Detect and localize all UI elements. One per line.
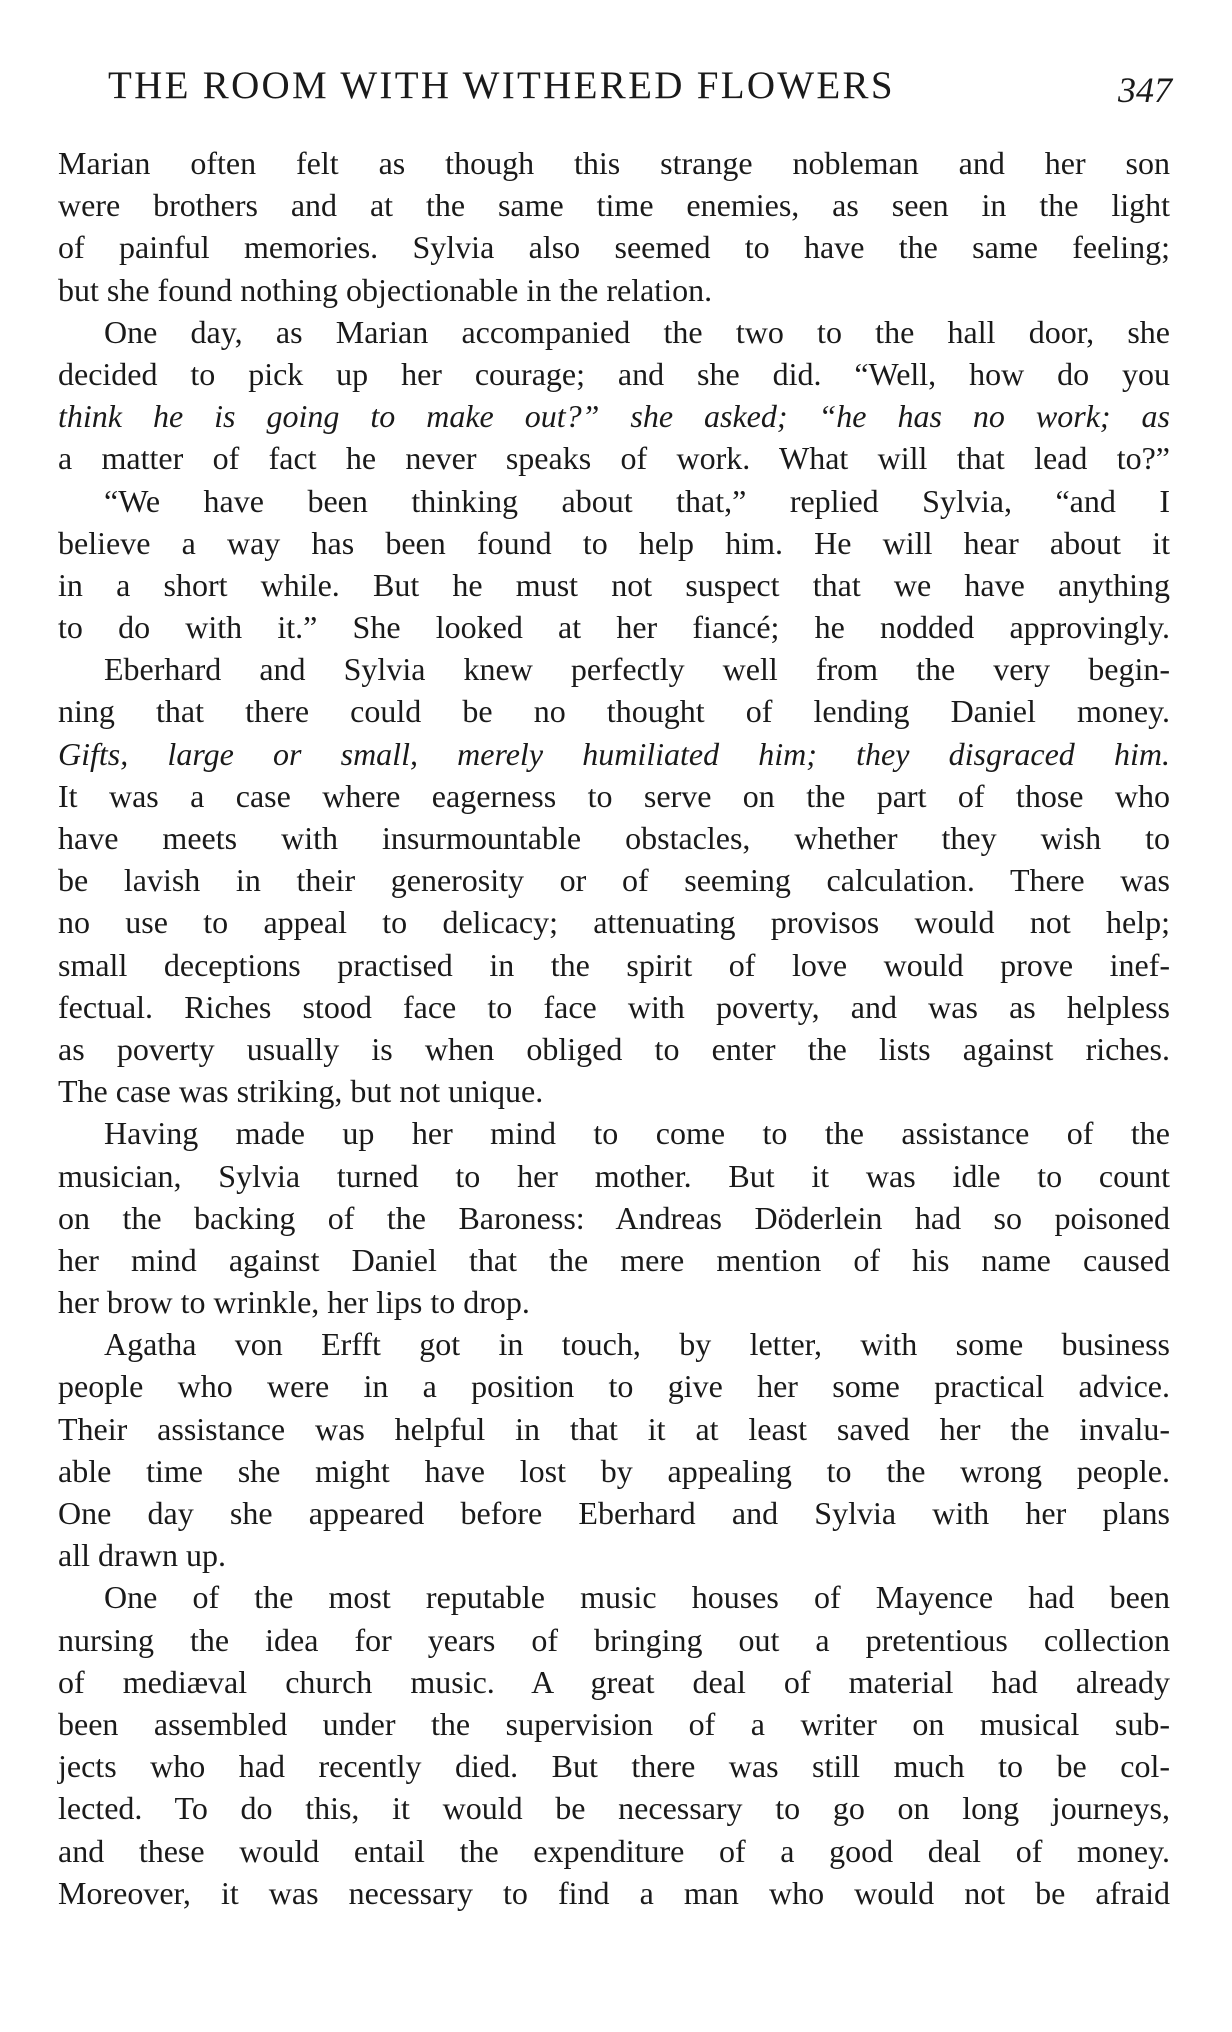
- text-line: of mediæval church music. A great deal of material had already: [58, 1663, 1170, 1700]
- text-line: fectual. Riches stood face to face with poverty, and was as helpless: [58, 988, 1170, 1025]
- text-line: on the backing of the Baroness: Andreas Döderlein had so poisoned: [58, 1199, 1170, 1236]
- text-line: her mind against Daniel that the mere mention of his name caused: [58, 1241, 1170, 1278]
- text-line: Eberhard and Sylvia knew perfectly well from the very begin-: [104, 651, 1170, 688]
- text-line: One day she appeared before Eberhard and Sylvia with her plans: [58, 1495, 1170, 1531]
- text-line: to do with it.” She looked at her fiancé; he nodded approvingly.: [58, 609, 1170, 646]
- text-line: One of the most reputable music houses of Mayence had been: [104, 1579, 1170, 1616]
- text-line: “We have been thinking about that,” replied Sylvia, “and I: [104, 482, 1170, 519]
- body-text: [58, 142, 1170, 1914]
- text-line: believe a way has been found to help him. He will hear about it: [58, 524, 1170, 561]
- text-line: but she found nothing objectionable in the relation.: [58, 271, 713, 308]
- running-head: [58, 58, 1170, 114]
- text-line: a matter of fact he never speaks of work. What will that lead to?”: [58, 440, 1170, 477]
- text-line: have meets with insurmountable obstacles, whether they wish to: [58, 820, 1170, 856]
- text-line: ning that there could be no thought of lending Daniel money.: [58, 693, 1170, 730]
- running-title: THE ROOM WITH WITHERED FLOWERS: [108, 64, 895, 107]
- text-line: her brow to wrinkle, her lips to drop.: [58, 1284, 530, 1321]
- text-line: Having made up her mind to come to the assistance of the: [104, 1115, 1170, 1152]
- text-line: think he is going to make out?” she asked; “he has no work; as: [58, 398, 1170, 435]
- text-line: Agatha von Erfft got in touch, by letter, with some business: [104, 1326, 1170, 1363]
- text-line: Their assistance was helpful in that it at least saved her the invalu-: [58, 1410, 1170, 1447]
- text-line: were brothers and at the same time enemies, as seen in the light: [58, 187, 1170, 224]
- text-line: and these would entail the expenditure of a good deal of money.: [58, 1832, 1170, 1869]
- text-line: able time she might have lost by appealing to the wrong people.: [58, 1452, 1170, 1489]
- text-line: of painful memories. Sylvia also seemed to have the same feeling;: [58, 229, 1170, 266]
- book-page: [58, 58, 1172, 1911]
- text-line: It was a case where eagerness to serve on the part of those who: [58, 777, 1170, 814]
- text-line: in a short while. But he must not suspect that we have anything: [58, 566, 1170, 603]
- text-line: as poverty usually is when obliged to enter the lists against riches.: [58, 1030, 1170, 1067]
- text-line: no use to appeal to delicacy; attenuating provisos would not help;: [58, 904, 1170, 941]
- text-line: The case was striking, but not unique.: [58, 1073, 544, 1110]
- page-number: 347: [1118, 70, 1172, 110]
- text-line: all drawn up.: [58, 1537, 226, 1574]
- text-line: One day, as Marian accompanied the two to the hall door, she: [104, 313, 1170, 350]
- text-line: small deceptions practised in the spirit of love would prove inef-: [58, 946, 1170, 983]
- text-line: lected. To do this, it would be necessary to go on long journeys,: [58, 1790, 1170, 1827]
- text-line: nursing the idea for years of bringing out a pretentious collection: [58, 1621, 1170, 1658]
- text-line: been assembled under the supervision of a writer on musical sub-: [58, 1705, 1170, 1742]
- text-line: Gifts, large or small, merely humiliated him; they disgraced him.: [58, 735, 1170, 772]
- text-line: decided to pick up her courage; and she did. “Well, how do you: [58, 355, 1170, 392]
- text-line: musician, Sylvia turned to her mother. But it was idle to count: [58, 1157, 1170, 1194]
- text-line: Marian often felt as though this strange nobleman and her son: [58, 145, 1170, 181]
- text-line: be lavish in their generosity or of seeming calculation. There was: [58, 862, 1170, 899]
- text-line: jects who had recently died. But there was still much to be col-: [58, 1748, 1170, 1785]
- text-line: Moreover, it was necessary to find a man who would not be afraid: [58, 1874, 1170, 1911]
- text-line: people who were in a position to give her some practical advice.: [58, 1368, 1170, 1405]
